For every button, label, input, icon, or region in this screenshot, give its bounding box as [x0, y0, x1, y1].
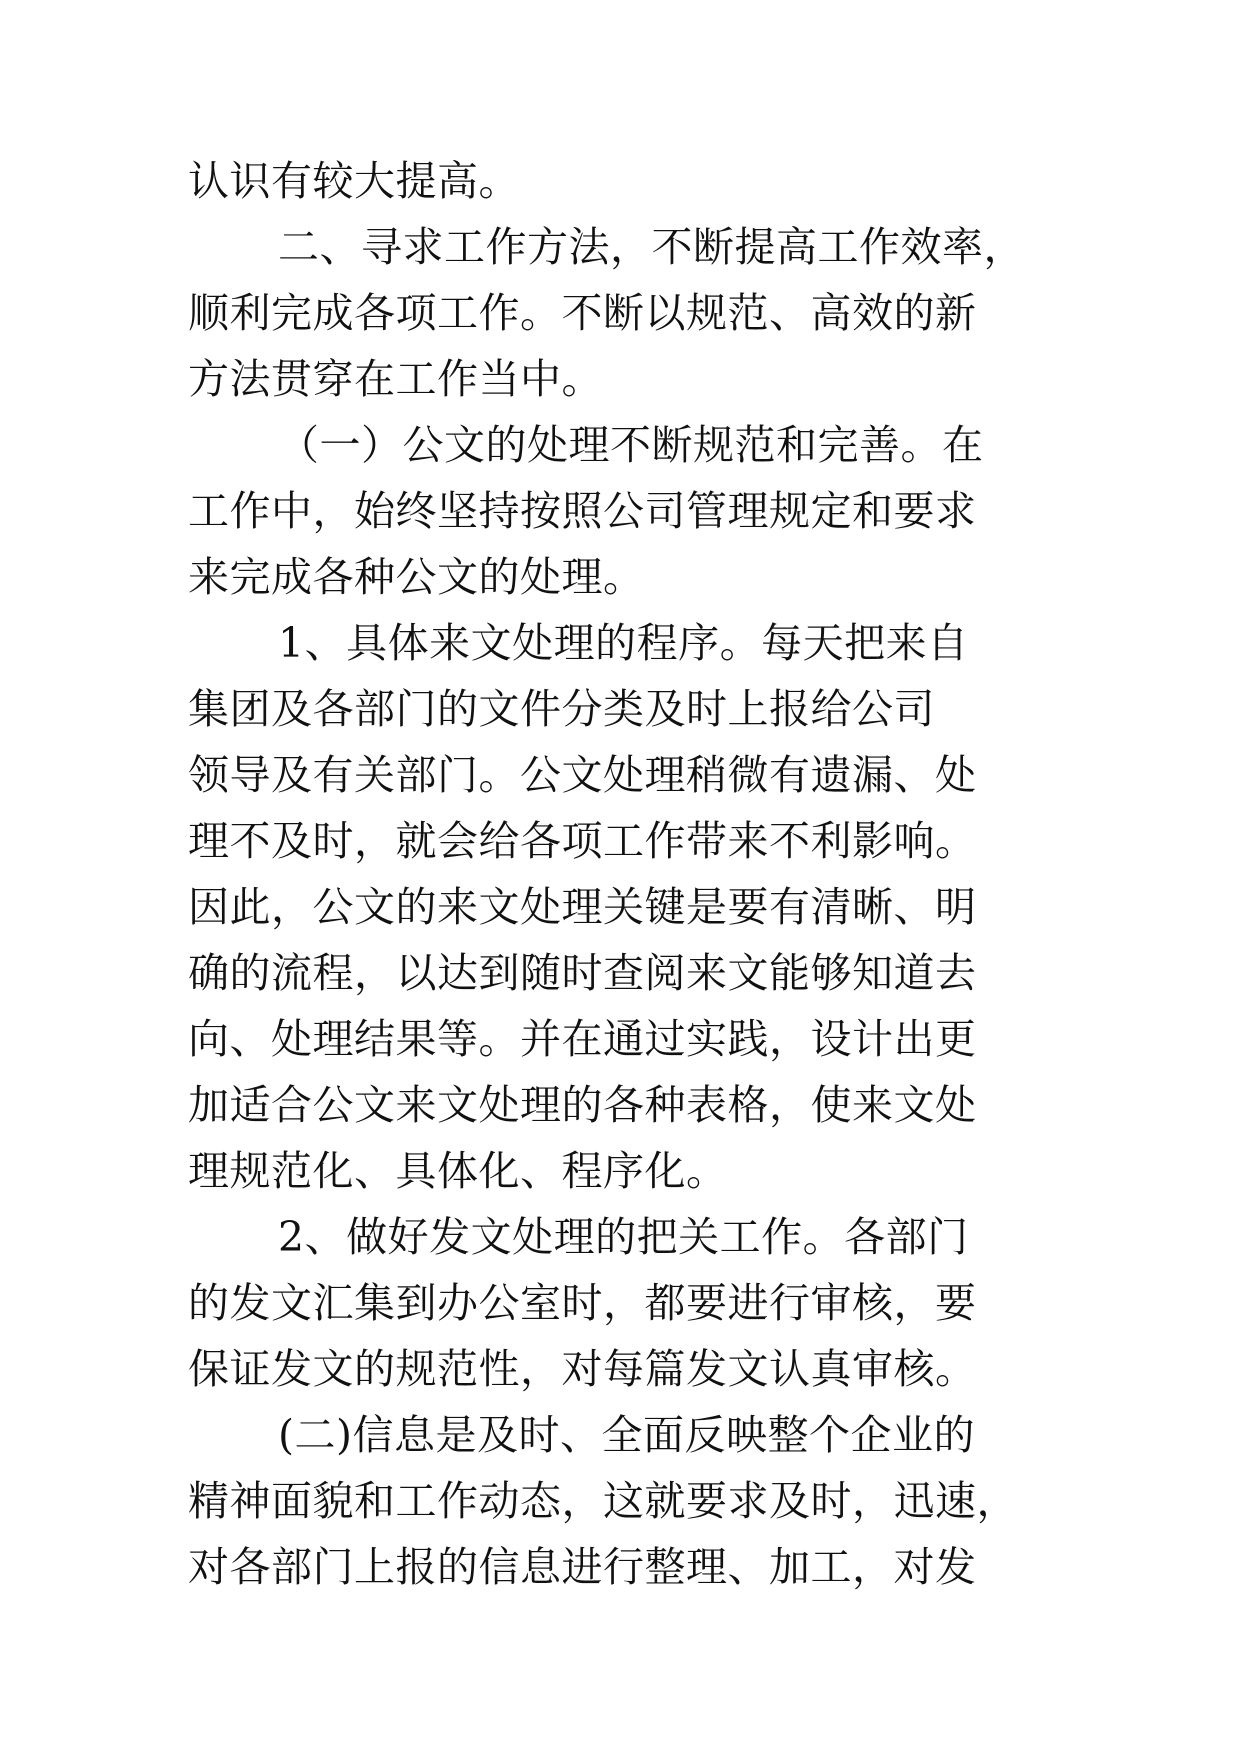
- text-line: 方法贯穿在工作当中。: [188, 355, 603, 403]
- text-line: 二、寻求工作方法，不断提高工作效率，: [278, 223, 1025, 271]
- text-line: 来完成各种公文的处理。: [188, 553, 645, 601]
- text-line: 保证发文的规范性，对每篇发文认真审核。: [188, 1345, 977, 1393]
- text-line: （一）公文的处理不断规范和完善。在: [278, 421, 984, 469]
- document-body: [188, 148, 1068, 1600]
- text-line: 2、做好发文处理的把关工作。各部门: [278, 1213, 969, 1261]
- text-line: 理不及时，就会给各项工作带来不利影响。: [188, 817, 977, 865]
- text-line: 对各部门上报的信息进行整理、加工，对发: [188, 1543, 977, 1591]
- text-line: 工作中，始终坚持按照公司管理规定和要求: [188, 487, 977, 535]
- text-line: 因此，公文的来文处理关键是要有清晰、明: [188, 883, 977, 931]
- text-line: (二)信息是及时、全面反映整个企业的: [278, 1411, 975, 1459]
- text-line: 顺利完成各项工作。不断以规范、高效的新: [188, 289, 977, 337]
- text-line: 理规范化、具体化、程序化。: [188, 1147, 728, 1195]
- text-line: 认识有较大提高。: [188, 157, 520, 205]
- text-line: 领导及有关部门。公文处理稍微有遗漏、处: [188, 751, 977, 799]
- text-line: 的发文汇集到办公室时，都要进行审核，要: [188, 1279, 977, 1327]
- text-line: 加适合公文来文处理的各种表格，使来文处: [188, 1081, 977, 1129]
- text-line: 确的流程，以达到随时查阅来文能够知道去: [188, 949, 977, 997]
- text-line: 集团及各部门的文件分类及时上报给公司: [188, 685, 935, 733]
- text-line: 1、具体来文处理的程序。每天把来自: [278, 619, 969, 667]
- text-line: 向、处理结果等。并在通过实践，设计出更: [188, 1015, 977, 1063]
- text-line: 精神面貌和工作动态，这就要求及时，迅速，: [188, 1477, 1018, 1525]
